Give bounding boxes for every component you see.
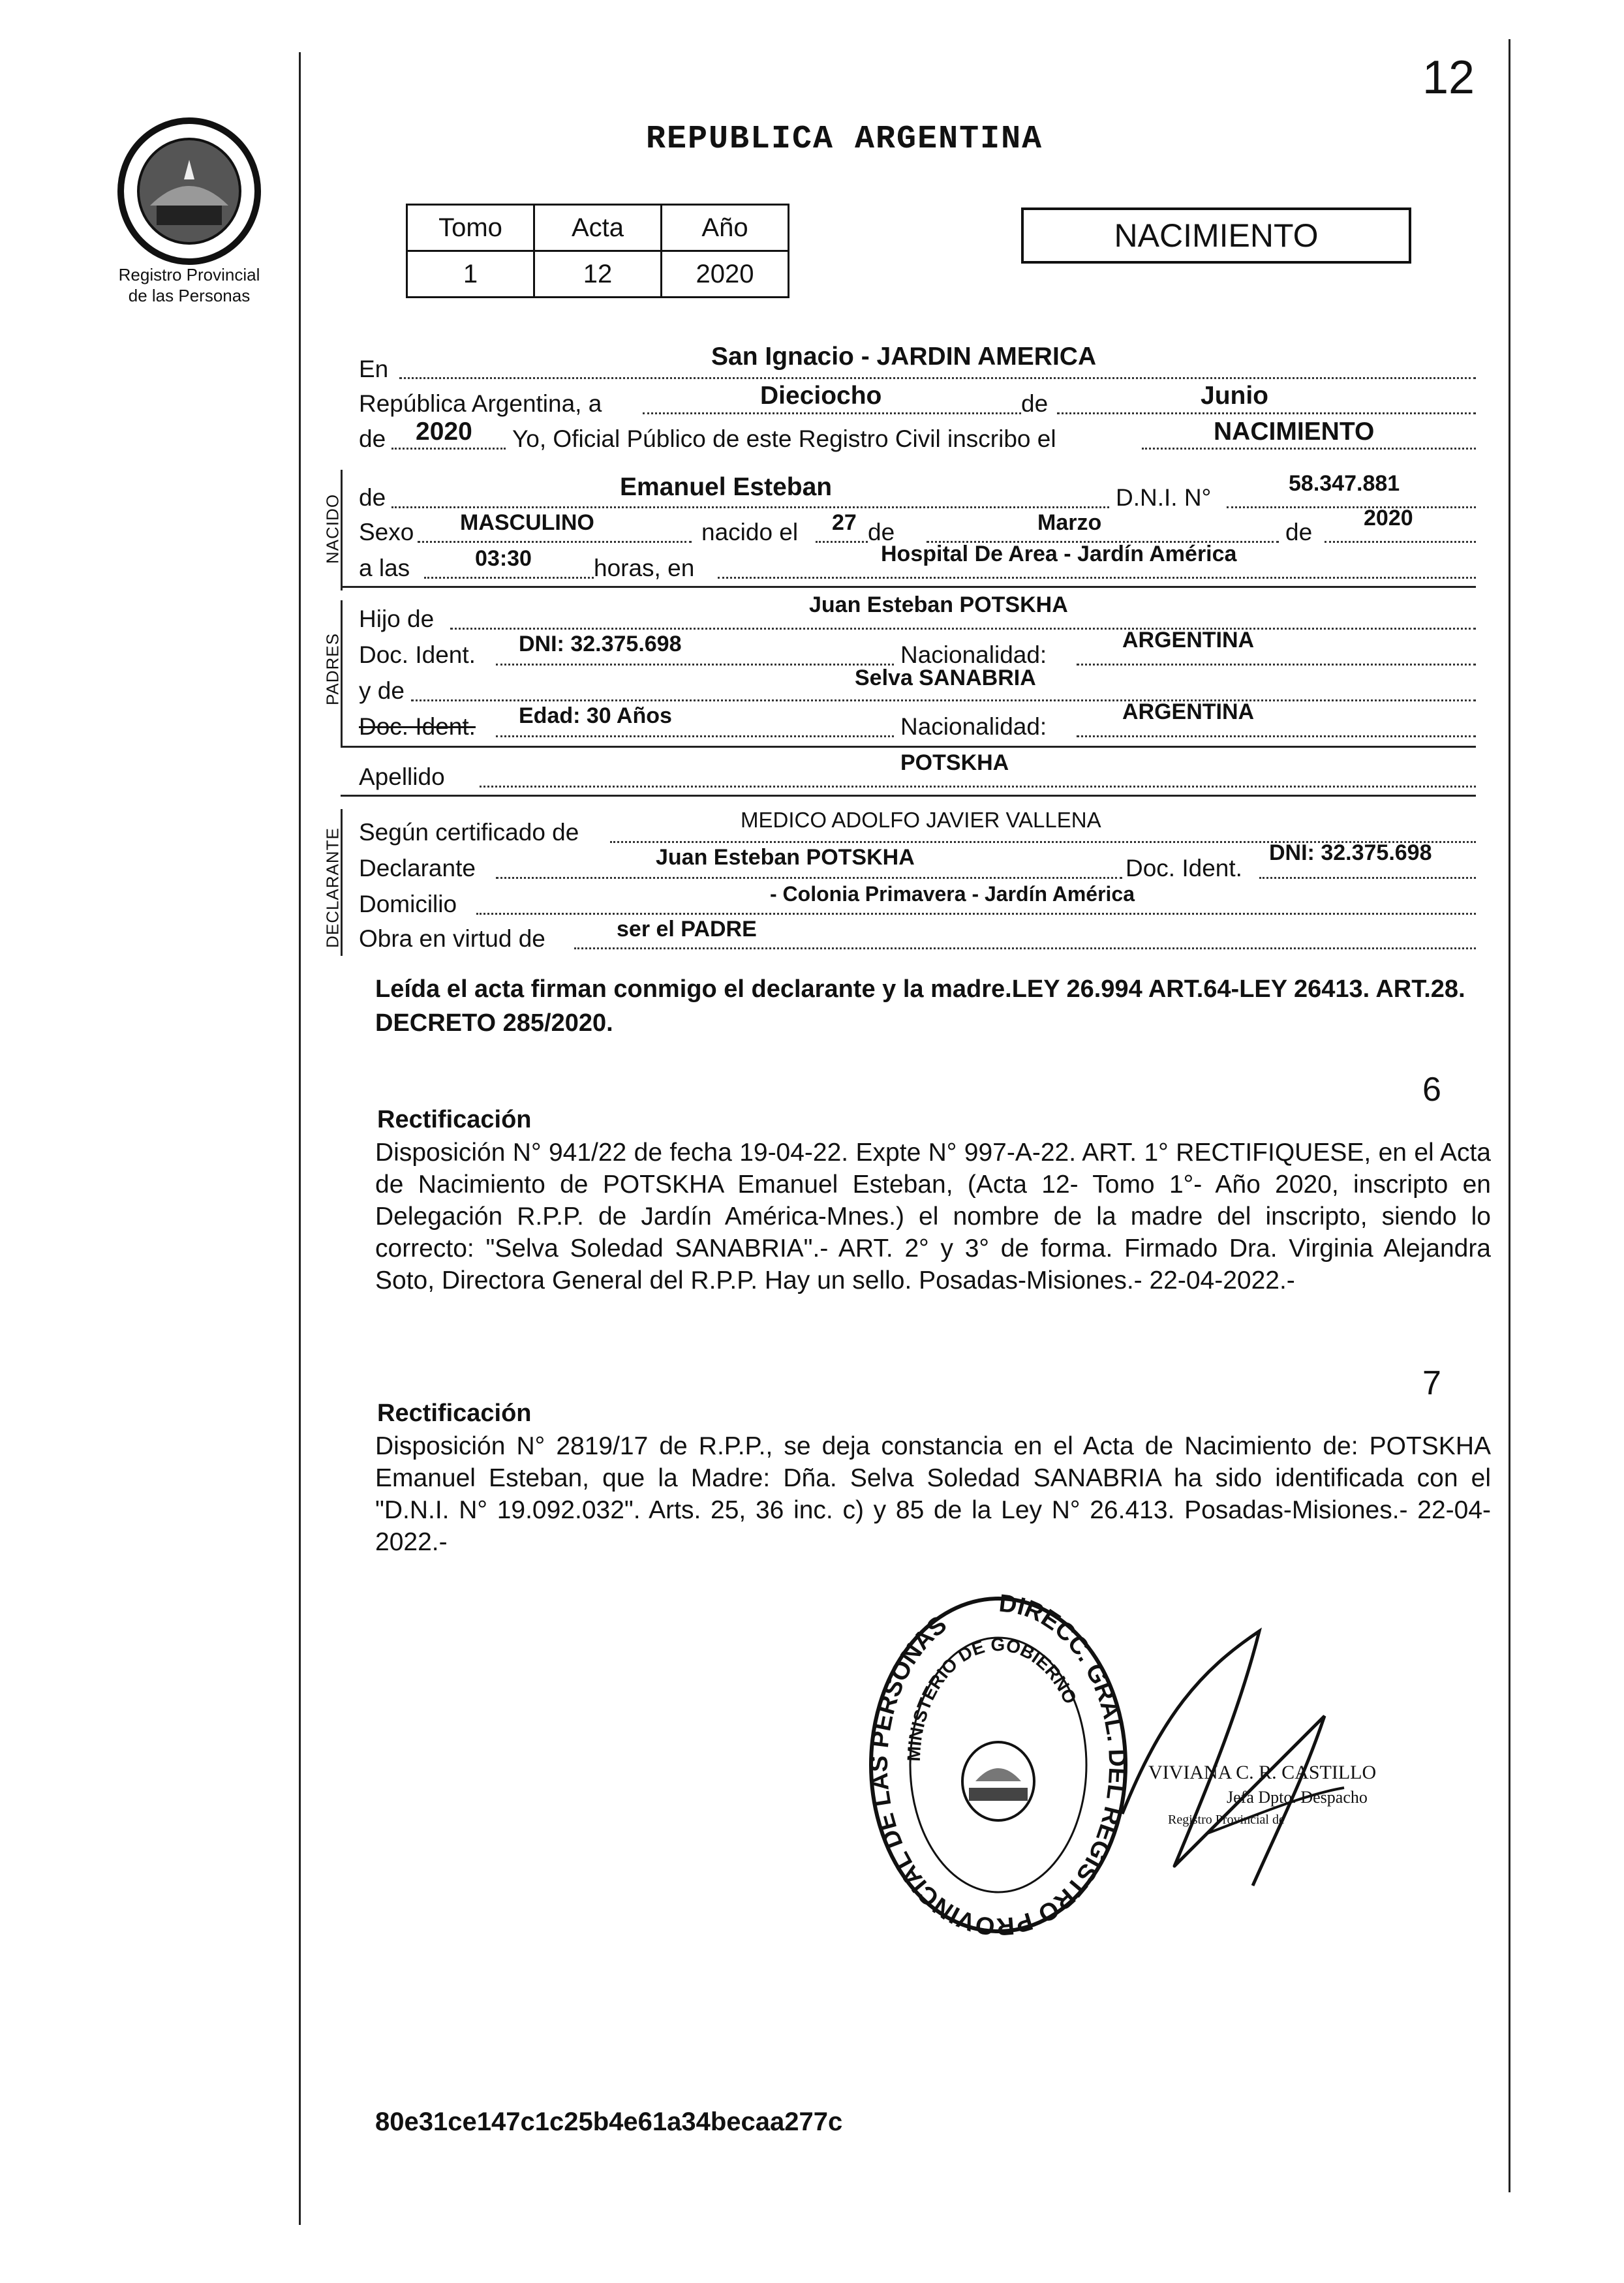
label-declarante: Declarante — [359, 855, 476, 881]
dotted-line — [411, 699, 1476, 701]
registry-label: Registro Provincial de las Personas — [118, 265, 260, 305]
label-de: de — [868, 519, 895, 545]
dotted-line — [574, 947, 1476, 949]
label-nacionalidad: Nacionalidad: — [900, 641, 1047, 668]
rectification-text: Disposición N° 941/22 de fecha 19-04-22. Expte N° 997-A-22. ART. 1° RECTIFIQUESE, en el Acta de Nacimiento de POTSKHA Emanuel Esteban, (Acta 12- Tomo 1°- Año 2020, inscripto en Delegación R.P.P. de Jardín América-Mnes.) el nombre de la madre del inscripto, siendo lo correcto: "Selva Soledad SANABRIA".- ART. 2° y 3° de forma. Firmado Dra. Virginia Alejandra Soto, Directora General del R.P.P. Hay un sello. Posadas-Misiones.- 22-04-2022.- — [375, 1139, 1491, 1295]
value-declarante-doc: DNI: 32.375.698 — [1269, 840, 1432, 865]
dotted-line — [1077, 735, 1476, 737]
table-value-tomo: 1 — [407, 251, 534, 298]
page-number: 12 — [1422, 52, 1475, 104]
page-title: REPUBLICA ARGENTINA — [646, 121, 1043, 158]
dotted-line — [1259, 877, 1476, 879]
value-madre-nac: ARGENTINA — [1122, 699, 1255, 724]
value-dia: Dieciocho — [760, 382, 882, 410]
dotted-line — [1325, 541, 1476, 543]
dotted-line — [643, 412, 1021, 414]
label-yo-oficial: Yo, Oficial Público de este Registro Civil inscribo el — [512, 425, 1056, 452]
right-margin-line — [1509, 39, 1510, 2192]
label-horas-en: horas, en — [594, 555, 695, 581]
official-stamp-icon — [861, 1586, 1135, 1938]
value-certificado: MEDICO ADOLFO JAVIER VALLENA — [741, 808, 1101, 832]
dotted-line — [424, 577, 594, 579]
value-virtud: ser el PADRE — [617, 917, 757, 942]
value-nac-mes: Marzo — [1037, 510, 1102, 535]
side-label-nacido: NACIDO — [322, 493, 343, 564]
label-en: En — [359, 356, 389, 382]
table-header-tomo: Tomo — [407, 205, 534, 251]
dotted-line — [1227, 506, 1476, 508]
table-value-anio: 2020 — [662, 251, 789, 298]
dotted-line — [816, 541, 868, 543]
label-doc-ident-2: Doc. Ident. — [1126, 855, 1242, 881]
label-dni: D.N.I. N° — [1116, 484, 1212, 511]
divider — [341, 586, 1476, 588]
dotted-line — [496, 735, 894, 737]
rectification-text: Disposición N° 2819/17 de R.P.P., se deja constancia en el Acta de Nacimiento de: POTSKHA Emanuel Esteban, que la Madre: Dña. Selva Soledad SANABRIA ha sido identificada con el "D.N.I. N° 19.092.032". Arts. 25, 36 inc. c) y 85 de la Ley N° 26.413. Posadas-Misiones.- 22-04-2022.- — [375, 1432, 1491, 1556]
rectification-title: Rectificación — [377, 1106, 532, 1133]
dotted-line — [496, 877, 1122, 879]
dotted-line — [399, 377, 1476, 379]
label-de: de — [359, 425, 386, 452]
value-lugar-nac: Hospital De Area - Jardín América — [881, 542, 1237, 566]
label-de: de — [1285, 519, 1313, 545]
left-margin-line — [299, 52, 301, 2225]
value-padre-nac: ARGENTINA — [1122, 628, 1255, 652]
svg-text:MINISTERIO DE GOBIERNO: MINISTERIO DE GOBIERNO — [903, 1634, 1081, 1762]
record-type-box: NACIMIENTO — [1021, 207, 1411, 264]
value-apellido: POTSKHA — [900, 750, 1009, 775]
dotted-line — [391, 506, 1109, 508]
closing-note: Leída el acta firman conmigo el declarante y la madre.LEY 26.994 ART.64-LEY 26413. ART.28. DECRETO 285/2020. — [375, 975, 1465, 1037]
side-label-declarante: DECLARANTE — [322, 827, 343, 948]
label-apellido: Apellido — [359, 763, 445, 790]
dotted-line — [450, 628, 1476, 630]
value-sexo: MASCULINO — [460, 510, 594, 535]
value-domicilio: - Colonia Primavera - Jardín América — [770, 882, 1135, 906]
dotted-line — [391, 448, 506, 450]
value-padre-doc: DNI: 32.375.698 — [519, 632, 682, 656]
value-lugar: San Ignacio - JARDIN AMERICA — [711, 343, 1097, 371]
label-de: de — [359, 484, 386, 511]
registry-table — [406, 204, 789, 298]
signatory-org: Registro Provincial de — [1168, 1813, 1285, 1827]
value-anio: 2020 — [416, 418, 472, 446]
label-de: de — [1021, 390, 1049, 417]
label-nacionalidad: Nacionalidad: — [900, 713, 1047, 740]
value-declarante: Juan Esteban POTSKHA — [656, 845, 915, 870]
label-domicilio: Domicilio — [359, 891, 457, 917]
province-seal-icon — [111, 114, 268, 268]
table-value-acta: 12 — [534, 251, 662, 298]
dotted-line — [1077, 664, 1476, 666]
dotted-line — [1057, 412, 1476, 414]
value-acto: NACIMIENTO — [1214, 418, 1375, 446]
value-mes: Junio — [1201, 382, 1268, 410]
value-nombre: Emanuel Esteban — [620, 473, 833, 501]
svg-text:DIRECC. GRAL. DEL REGISTRO PRO: DIRECC. GRAL. DEL REGISTRO PROVINCIAL DE LAS PERSONAS — [865, 1589, 1131, 1938]
table-header-anio: Año — [662, 205, 789, 251]
value-dni: 58.347.881 — [1289, 471, 1400, 496]
label-doc-ident: Doc. Ident. — [359, 641, 476, 668]
label-y-de: y de — [359, 677, 405, 704]
dotted-line — [480, 786, 1476, 788]
rectification-title: Rectificación — [377, 1400, 532, 1427]
value-madre: Selva SANABRIA — [855, 666, 1036, 690]
dotted-line — [418, 541, 692, 543]
label-doc-ident-struck: Doc. Ident. — [359, 713, 476, 740]
signatory-name: VIVIANA C. R. CASTILLO — [1148, 1762, 1377, 1783]
label-obra-en-virtud: Obra en virtud de — [359, 925, 545, 952]
dotted-line — [1142, 448, 1476, 450]
label-sexo: Sexo — [359, 519, 414, 545]
value-hora: 03:30 — [475, 546, 532, 571]
label-nacido-el: nacido el — [701, 519, 799, 545]
rectification-number: 6 — [1422, 1071, 1441, 1109]
dotted-line — [476, 913, 1476, 915]
signatory-role: Jefa Dpto. Despacho — [1227, 1788, 1368, 1807]
value-nac-anio: 2020 — [1364, 506, 1413, 530]
value-nac-dia: 27 — [832, 510, 857, 535]
label-segun-certificado: Según certificado de — [359, 819, 579, 846]
value-madre-edad: Edad: 30 Años — [519, 703, 672, 728]
label-republica: República Argentina, a — [359, 390, 602, 417]
dotted-line — [496, 664, 894, 666]
divider — [341, 795, 1476, 797]
label-a-las: a las — [359, 555, 410, 581]
rectification-number: 7 — [1422, 1364, 1441, 1402]
divider — [341, 746, 1476, 748]
table-header-acta: Acta — [534, 205, 662, 251]
value-padre: Juan Esteban POTSKHA — [809, 592, 1068, 617]
document-hash: 80e31ce147c1c25b4e61a34becaa277c — [375, 2107, 843, 2136]
dotted-line — [718, 577, 1476, 579]
side-label-padres: PADRES — [322, 633, 343, 705]
label-hijo-de: Hijo de — [359, 605, 435, 632]
